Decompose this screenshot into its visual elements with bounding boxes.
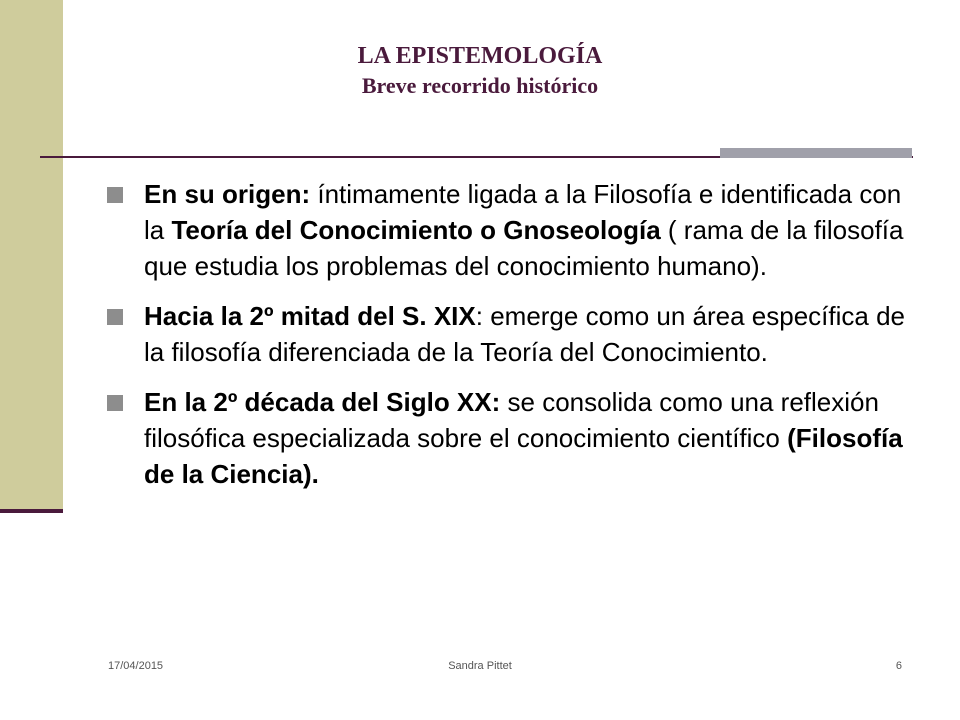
bullet-text: íntimamente ligada a la Filosofía e identificada con la — [144, 179, 902, 245]
bullet-item-origin — [107, 176, 907, 284]
footer-date: 17/04/2015 — [108, 660, 164, 672]
page-number: 6 — [895, 660, 902, 672]
square-bullet-icon — [107, 187, 123, 203]
decorative-side-line — [0, 509, 63, 513]
bullet-text: ( rama de la filosofía que estudia los problemas del conocimiento humano). — [144, 215, 904, 281]
bullet-list — [107, 176, 907, 506]
slide-title — [60, 42, 900, 100]
bullet-emphasis: Teoría del Conocimiento o Gnoseología — [171, 215, 661, 245]
bullet-heading: En su origen: — [144, 179, 311, 209]
bullet-text: se consolida como una reflexión filosófica especializada sobre el conocimiento científico — [144, 387, 879, 453]
square-bullet-icon — [107, 309, 123, 325]
footer-author: Sandra Pittet — [448, 660, 512, 672]
bullet-item-xx — [107, 384, 907, 492]
bullet-text: : emerge como un área específica de la filosofía diferenciada de la Teoría del Conocimiento. — [144, 301, 905, 367]
slide-title-line1: LA EPISTEMOLOGÍA — [357, 43, 603, 69]
decorative-side-bar — [0, 0, 63, 512]
bullet-heading: Hacia la 2º mitad del S. XIX — [144, 301, 476, 331]
bullet-heading: En la 2º década del Siglo XX: — [144, 387, 501, 417]
slide-subtitle: Breve recorrido histórico — [361, 73, 599, 98]
bullet-emphasis: (Filosofía de la Ciencia). — [144, 423, 903, 489]
divider-accent-block — [720, 148, 912, 158]
bullet-item-xix — [107, 298, 907, 370]
square-bullet-icon — [107, 395, 123, 411]
